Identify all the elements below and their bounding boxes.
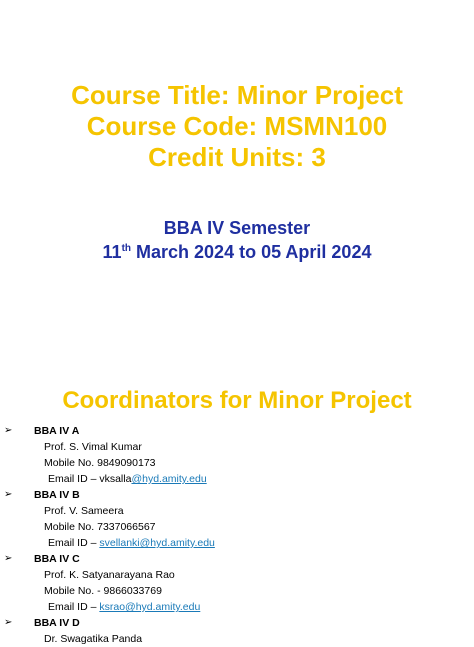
arrow-bullet-icon: ➢ [4,425,13,436]
group-b-email-label: Email ID – [48,537,100,549]
group-a-email-link[interactable]: @hyd.amity.edu [131,473,207,485]
course-title-block [0,80,474,173]
semester-block [0,216,474,264]
group-b-mobile: Mobile No. 7337066567 [44,521,156,533]
group-c-email-label: Email ID – [48,601,100,613]
group-d-heading [0,615,474,631]
group-a-heading [0,423,474,439]
group-d-prof: Dr. Swagatika Panda [44,633,143,645]
group-b-prof: Prof. V. Sameera [44,505,124,517]
group-c-name: BBA IV C [34,553,80,565]
group-b-email [0,535,474,551]
coordinators-heading: Coordinators for Minor Project [62,387,412,414]
group-c-email [0,599,474,615]
group-c-mobile: Mobile No. - 9866033769 [44,585,162,597]
group-a-prof: Prof. S. Vimal Kumar [44,441,142,453]
arrow-bullet-icon: ➢ [4,553,13,564]
group-c-heading [0,551,474,567]
coordinators-list [0,423,474,647]
credit-units: Credit Units: 3 [148,142,326,172]
course-code: Course Code: MSMN100 [86,111,388,141]
group-b-name: BBA IV B [34,489,80,501]
group-a-email [0,471,474,487]
group-c-email-link[interactable]: ksrao@hyd.amity.edu [99,601,201,613]
group-a-email-label: Email ID – vksalla [48,473,132,485]
group-b-heading [0,487,474,503]
group-d-name: BBA IV D [34,617,80,629]
date-start-day: 11 [102,242,122,262]
arrow-bullet-icon: ➢ [4,617,13,628]
course-title: Course Title: Minor Project [71,80,403,110]
group-b-email-link[interactable]: svellanki@hyd.amity.edu [99,537,215,549]
date-range-rest: March 2024 to 05 April 2024 [131,242,372,262]
group-a-mobile: Mobile No. 9849090173 [44,457,156,469]
group-a-name: BBA IV A [34,425,80,437]
group-c-prof: Prof. K. Satyanarayana Rao [44,569,175,581]
semester-label: BBA IV Semester [163,218,311,238]
date-ordinal-suffix: th [121,243,132,254]
arrow-bullet-icon: ➢ [4,489,13,500]
date-range [0,240,474,264]
